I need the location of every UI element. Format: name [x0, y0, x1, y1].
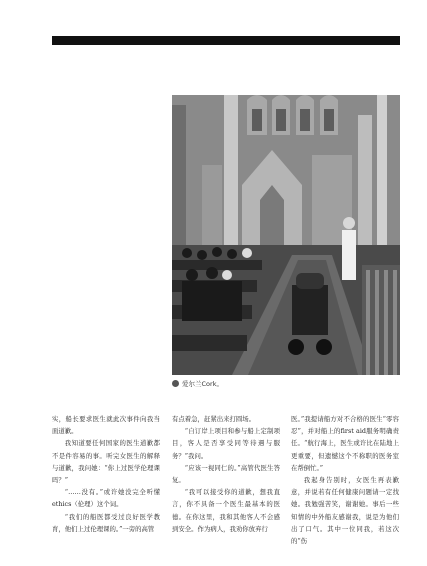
paragraph: “我可以接受你的道歉，想我直言，你不具备一个医生最基本的医德。在你这里，我和其他客人不会感到安全。作为病人，我劝你放弃行 [172, 488, 280, 533]
text-column-2 [172, 413, 280, 535]
paragraph: “……没有。”或许她没完全听懂ethics（伦理）这个词。 [52, 488, 160, 509]
cathedral-photo [172, 95, 400, 375]
cathedral-illustration [172, 95, 400, 375]
paragraph: “我们的船医都受过良好医学教育，他们上过伦理课的。”一旁的高管 [52, 512, 160, 533]
text-column-3 [291, 413, 399, 547]
paragraph: 有点着急，赶紧出来打圆场。 [172, 415, 256, 423]
photo-caption [172, 377, 223, 389]
header-rule [52, 36, 400, 45]
photo-caption-text: 爱尔兰Cork。 [182, 379, 223, 388]
paragraph: 我知道要任何国家的医生道歉都不是件容易的事。听完女医生的解释与道歉，我问她：“你上过医学伦理课吗？” [52, 439, 160, 485]
camera-icon [172, 380, 179, 387]
text-column-1 [52, 413, 160, 535]
paragraph: “应该一视同仁的。”高管代医生答复。 [172, 463, 280, 485]
paragraph: 实，船长要求医生就此次事件向我当面道歉。 [52, 415, 160, 436]
paragraph: “自订岸上项目和参与船上定制项目，客人是否享受同等待遇与服务？”我问。 [172, 427, 280, 460]
paragraph: 我起身告别时，女医生再表歉意，并说若有任何健康问题请一定找她。我勉强苦笑，谢谢她。事后一些知情的中外船友感谢我，说是为他们出了口气。其中一位同我，若这次的“伤 [291, 476, 399, 546]
paragraph: 医。”我提请船方对不合格的医生“零容忍”，并对船上的first aid服务明确责任。“航行海上，医生或许比在陆地上更重要，但遗憾这个不称职的医务室在帮倒忙。” [291, 415, 399, 472]
